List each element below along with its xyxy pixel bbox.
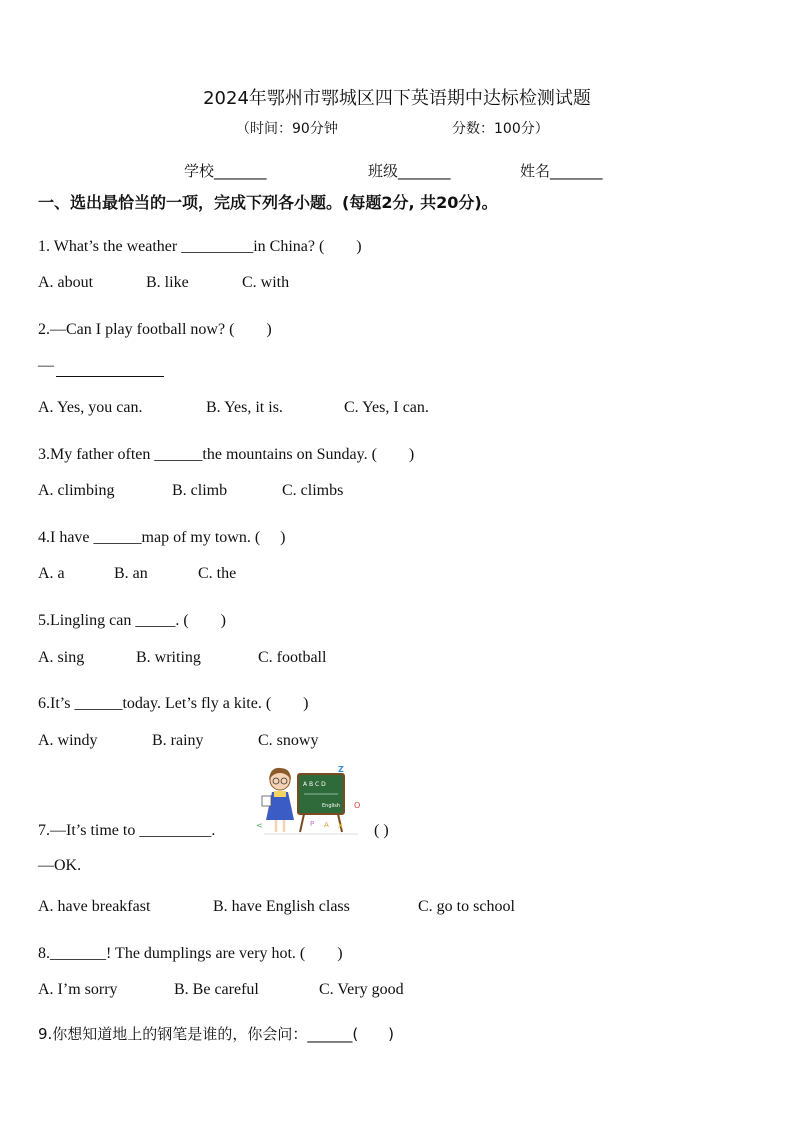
question-2: 2.—Can I play football now? ( ) <box>38 321 272 338</box>
q7-paren: ( ) <box>374 822 389 839</box>
question-5: 5.Lingling can _____. ( ) <box>38 612 226 629</box>
q8-option-b: B. Be careful <box>174 981 259 998</box>
q4-option-b: B. an <box>114 565 148 582</box>
q2-dash: — <box>38 357 54 374</box>
float-letter-lt: < <box>256 821 263 830</box>
question-6: 6.It’s ______today. Let’s fly a kite. ( ) <box>38 695 309 712</box>
q8-option-c: C. Very good <box>319 981 404 998</box>
question-4: 4.I have ______map of my town. ( ) <box>38 529 286 546</box>
name-field: 姓名_______ <box>520 162 603 180</box>
q2-option-b: B. Yes, it is. <box>206 399 283 416</box>
q3-option-c: C. climbs <box>282 482 344 499</box>
q5-option-c: C. football <box>258 649 327 666</box>
q6-option-a: A. windy <box>38 732 98 749</box>
float-letter-z: Z <box>338 765 344 774</box>
class-field: 班级_______ <box>368 162 451 180</box>
easel-leg-left <box>300 814 304 832</box>
q2-answer-line <box>56 376 164 377</box>
board-word: English <box>322 803 341 809</box>
q7-option-b: B. have English class <box>213 898 350 915</box>
question-9: 9.你想知道地上的钢笔是谁的，你会问：______( ) <box>38 1025 395 1043</box>
q7-option-a: A. have breakfast <box>38 898 151 915</box>
q6-option-b: B. rainy <box>152 732 204 749</box>
q5-option-b: B. writing <box>136 649 201 666</box>
q8-option-a: A. I’m sorry <box>38 981 118 998</box>
question-3: 3.My father often ______the mountains on Sunday. ( ) <box>38 446 415 463</box>
question-7: 7.—It’s time to _________. <box>38 822 216 839</box>
q1-option-c: C. with <box>242 274 290 291</box>
q6-option-c: C. snowy <box>258 732 319 749</box>
score-label: 分数：100分） <box>452 121 549 137</box>
q7-reply: —OK. <box>38 857 82 874</box>
section-heading: 一、选出最恰当的一项，完成下列各小题。(每题2分, 共20分)。 <box>38 193 498 212</box>
q2-option-a: A. Yes, you can. <box>38 399 143 416</box>
q3-option-a: A. climbing <box>38 482 115 499</box>
float-letter-p: P <box>310 820 315 828</box>
question-8: 8._______! The dumplings are very hot. ( ) <box>38 945 343 962</box>
q5-option-a: A. sing <box>38 649 85 666</box>
teacher-blackboard-illustration <box>254 762 366 838</box>
book <box>262 796 271 806</box>
q1-option-b: B. like <box>146 274 189 291</box>
school-field: 学校_______ <box>184 162 267 180</box>
q3-option-b: B. climb <box>172 482 228 499</box>
float-letter-o: O <box>354 801 361 810</box>
q4-option-a: A. a <box>38 565 65 582</box>
board-letters: A B C D <box>303 781 326 788</box>
teacher-collar <box>274 791 286 797</box>
q2-option-c: C. Yes, I can. <box>344 399 429 416</box>
q4-option-c: C. the <box>198 565 237 582</box>
time-label: （时间：90分钟 <box>236 121 338 137</box>
float-letter-a: A <box>324 821 329 829</box>
question-1: 1. What’s the weather _________in China? ( ) <box>38 238 362 255</box>
page-title: 2024年鄂州市鄂城区四下英语期中达标检测试题 <box>203 88 591 109</box>
q1-option-a: A. about <box>38 274 94 291</box>
q7-option-c: C. go to school <box>418 898 515 915</box>
float-letter-x: X <box>338 822 343 830</box>
